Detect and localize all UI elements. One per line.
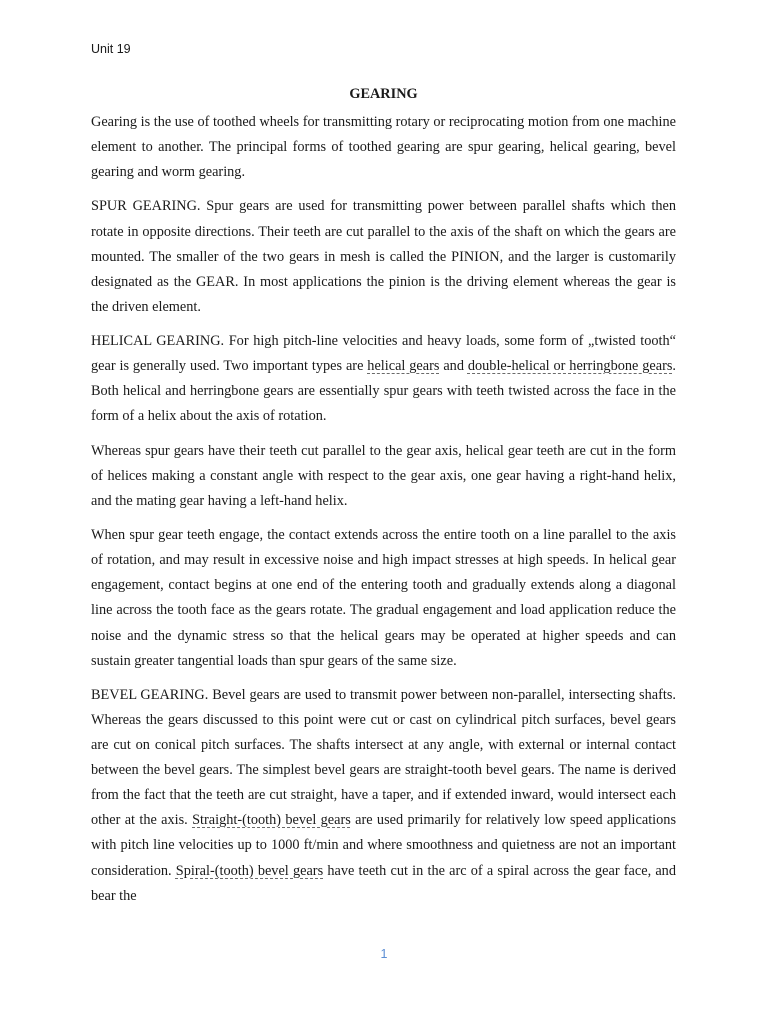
paragraph-helix-comparison: Whereas spur gears have their teeth cut parallel to the gear axis, helical gear teeth are cut in the form of helices making a constant angle with respect to the gear axis, one gear having a right-hand helix, and the mating gear having a left-hand helix. [91, 442, 676, 509]
term-straight-bevel-gears: Straight-(tooth) bevel gears [192, 812, 351, 829]
bevel-text-b: are used primarily for relatively low speed applications with pitch line velocities up to 1000 ft/min and where smoothness and quietness are not an important consideration. [91, 812, 677, 879]
bevel-text-c: have teeth cut in the arc of a spiral across the gear face, and bear the [91, 862, 676, 904]
term-spiral-bevel-gears: Spiral-(tooth) bevel gears [175, 862, 324, 879]
unit-header: Unit 19 [91, 42, 131, 56]
paragraph-intro: Gearing is the use of toothed wheels for transmitting rotary or reciprocating motion from one machine element to another. The principal forms of toothed gearing are spur gearing, helical gearing, bevel gearing and worm gearing. [91, 114, 676, 181]
term-herringbone-gears: double-helical or herringbone gears [467, 358, 673, 375]
page-number: 1 [380, 947, 388, 961]
page-title: GEARING [349, 86, 418, 102]
helical-text-a: HELICAL GEARING. For high pitch-line velocities and heavy loads, some form of „twisted tooth“ gear is generally used. Two important types are [91, 333, 676, 375]
paragraph-bevel-gearing [91, 683, 676, 909]
paragraph-helical-gearing [91, 329, 676, 429]
helical-text-b: and [439, 358, 468, 375]
term-helical-gears: helical gears [367, 358, 440, 375]
helical-text-c: . Both helical and herringbone gears are essentially spur gears with teeth twisted across the face in the form of a helix about the axis of rotation. [91, 358, 676, 425]
document-body [91, 82, 676, 918]
bevel-text-a: BEVEL GEARING. Bevel gears are used to transmit power between non-parallel, intersecting shafts. Whereas the gears discussed to this point were cut or cast on cylindrical pitch surfaces, bevel gears are cut on conical pitch surfaces. The shafts intersect at any angle, with external or internal contact between the bevel gears. The simplest bevel gears are straight-tooth bevel gears. The name is derived from the fact that the teeth are cut straight, have a taper, and if extended inward, would intersect each other at the axis. [91, 686, 676, 829]
paragraph-engagement: When spur gear teeth engage, the contact extends across the entire tooth on a line parallel to the axis of rotation, and may result in excessive noise and high impact stresses at high speeds. In helical gear engagement, contact begins at one end of the entering tooth and gradually extends along a diagonal line across the tooth face as the gears rotate. The gradual engagement and load application reduce the noise and the dynamic stress so that the helical gears may be operated at higher speeds and can sustain greater tangential loads than spur gears of the same size. [91, 527, 676, 669]
paragraph-spur-gearing: SPUR GEARING. Spur gears are used for transmitting power between parallel shafts which then rotate in opposite directions. Their teeth are cut parallel to the axis of the shaft on which the gears are mounted. The smaller of the two gears in mesh is called the PINION, and the larger is customarily designated as the GEAR. In most applications the pinion is the driving element whereas the gear is the driven element. [91, 198, 676, 315]
